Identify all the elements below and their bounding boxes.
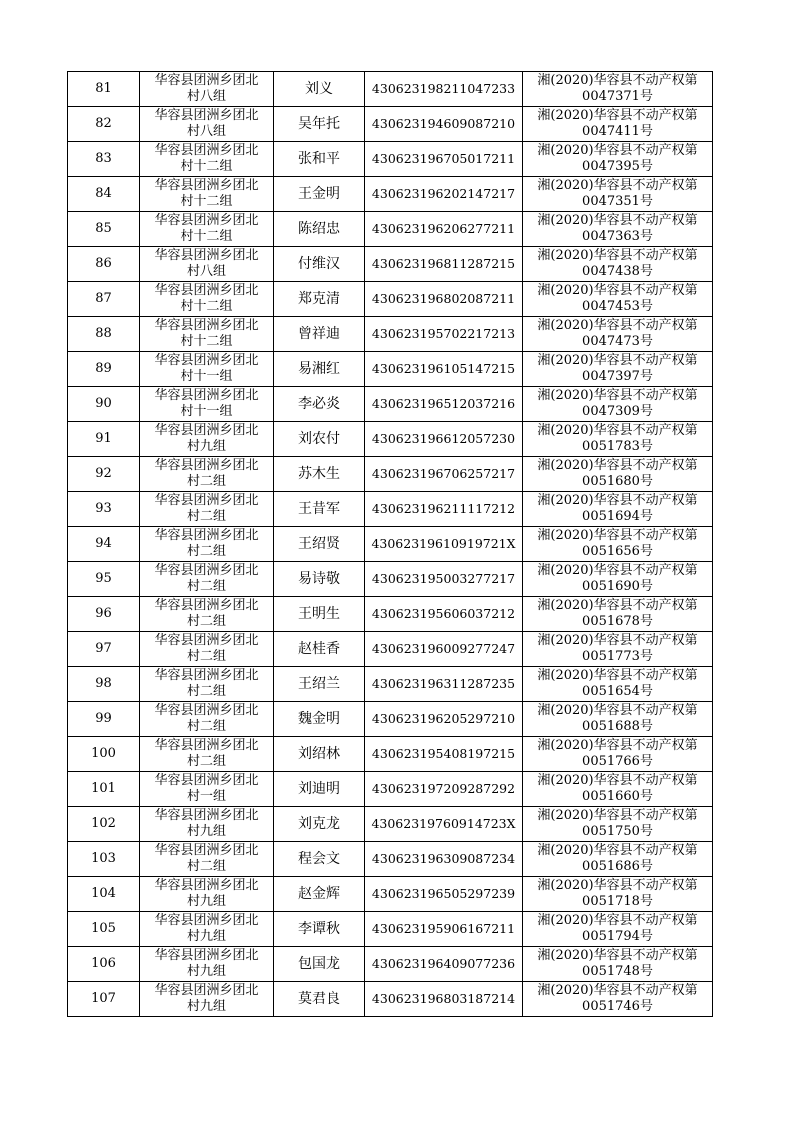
row-number-cell: 92 <box>68 457 140 492</box>
certificate-text: 湘(2020)华容县不动产权第 0051783号 <box>537 423 698 454</box>
owner-name-cell: 吴年托 <box>274 107 365 142</box>
address-cell <box>140 807 274 842</box>
id-number-cell: 430623195606037212 <box>365 597 523 632</box>
address-text: 华容县团洲乡团北 村九组 <box>154 948 259 979</box>
owner-name-cell: 莫君良 <box>274 982 365 1017</box>
table-row <box>68 72 713 107</box>
id-number-cell: 43062319760914723X <box>365 807 523 842</box>
id-number-cell: 430623196512037216 <box>365 387 523 422</box>
table-row <box>68 982 713 1017</box>
owner-name-cell: 李必炎 <box>274 387 365 422</box>
certificate-text: 湘(2020)华容县不动产权第 0051694号 <box>537 493 698 524</box>
certificate-cell <box>523 737 713 772</box>
row-number-cell: 106 <box>68 947 140 982</box>
certificate-text: 湘(2020)华容县不动产权第 0047411号 <box>537 108 698 139</box>
address-text: 华容县团洲乡团北 村二组 <box>154 528 259 559</box>
address-text: 华容县团洲乡团北 村八组 <box>154 73 259 104</box>
owner-name-cell: 王明生 <box>274 597 365 632</box>
certificate-text: 湘(2020)华容县不动产权第 0051773号 <box>537 633 698 664</box>
certificate-cell <box>523 247 713 282</box>
certificate-cell <box>523 177 713 212</box>
address-cell <box>140 142 274 177</box>
id-number-cell: 430623196803187214 <box>365 982 523 1017</box>
certificate-text: 湘(2020)华容县不动产权第 0051656号 <box>537 528 698 559</box>
certificate-text: 湘(2020)华容县不动产权第 0051678号 <box>537 598 698 629</box>
row-number-cell: 103 <box>68 842 140 877</box>
address-text: 华容县团洲乡团北 村九组 <box>154 423 259 454</box>
address-text: 华容县团洲乡团北 村二组 <box>154 563 259 594</box>
certificate-cell <box>523 982 713 1017</box>
certificate-text: 湘(2020)华容县不动产权第 0047397号 <box>537 353 698 384</box>
row-number-cell: 98 <box>68 667 140 702</box>
address-cell <box>140 877 274 912</box>
address-text: 华容县团洲乡团北 村八组 <box>154 108 259 139</box>
address-text: 华容县团洲乡团北 村二组 <box>154 738 259 769</box>
address-text: 华容县团洲乡团北 村九组 <box>154 808 259 839</box>
owner-name-cell: 赵桂香 <box>274 632 365 667</box>
id-number-cell: 430623196811287215 <box>365 247 523 282</box>
id-number-cell: 430623196206277211 <box>365 212 523 247</box>
row-number-cell: 85 <box>68 212 140 247</box>
owner-name-cell: 王昔军 <box>274 492 365 527</box>
table-row <box>68 912 713 947</box>
id-number-cell: 430623196706257217 <box>365 457 523 492</box>
id-number-cell: 430623195906167211 <box>365 912 523 947</box>
certificate-text: 湘(2020)华容县不动产权第 0051794号 <box>537 913 698 944</box>
certificate-text: 湘(2020)华容县不动产权第 0047473号 <box>537 318 698 349</box>
owner-name-cell: 包国龙 <box>274 947 365 982</box>
id-number-cell: 430623196009277247 <box>365 632 523 667</box>
owner-name-cell: 程会文 <box>274 842 365 877</box>
table-row <box>68 632 713 667</box>
address-cell <box>140 282 274 317</box>
table-row <box>68 667 713 702</box>
certificate-text: 湘(2020)华容县不动产权第 0051746号 <box>537 983 698 1014</box>
certificate-cell <box>523 562 713 597</box>
certificate-text: 湘(2020)华容县不动产权第 0051654号 <box>537 668 698 699</box>
property-rights-table <box>67 71 713 1017</box>
certificate-cell <box>523 807 713 842</box>
address-cell <box>140 772 274 807</box>
address-cell <box>140 527 274 562</box>
row-number-cell: 96 <box>68 597 140 632</box>
id-number-cell: 430623196105147215 <box>365 352 523 387</box>
id-number-cell: 430623195003277217 <box>365 562 523 597</box>
table-row <box>68 562 713 597</box>
certificate-text: 湘(2020)华容县不动产权第 0051718号 <box>537 878 698 909</box>
owner-name-cell: 王绍兰 <box>274 667 365 702</box>
id-number-cell: 430623196409077236 <box>365 947 523 982</box>
address-text: 华容县团洲乡团北 村二组 <box>154 493 259 524</box>
address-cell <box>140 632 274 667</box>
certificate-cell <box>523 912 713 947</box>
certificate-text: 湘(2020)华容县不动产权第 0047438号 <box>537 248 698 279</box>
owner-name-cell: 王金明 <box>274 177 365 212</box>
address-cell <box>140 562 274 597</box>
address-text: 华容县团洲乡团北 村二组 <box>154 458 259 489</box>
row-number-cell: 93 <box>68 492 140 527</box>
table-row <box>68 702 713 737</box>
row-number-cell: 94 <box>68 527 140 562</box>
table-row <box>68 527 713 562</box>
certificate-cell <box>523 632 713 667</box>
table-row <box>68 177 713 212</box>
address-cell <box>140 982 274 1017</box>
certificate-cell <box>523 387 713 422</box>
address-text: 华容县团洲乡团北 村二组 <box>154 598 259 629</box>
address-cell <box>140 457 274 492</box>
certificate-cell <box>523 317 713 352</box>
owner-name-cell: 刘义 <box>274 72 365 107</box>
certificate-text: 湘(2020)华容县不动产权第 0047309号 <box>537 388 698 419</box>
certificate-text: 湘(2020)华容县不动产权第 0047395号 <box>537 143 698 174</box>
id-number-cell: 430623196505297239 <box>365 877 523 912</box>
address-cell <box>140 212 274 247</box>
row-number-cell: 84 <box>68 177 140 212</box>
id-number-cell: 430623196309087234 <box>365 842 523 877</box>
row-number-cell: 97 <box>68 632 140 667</box>
owner-name-cell: 刘农付 <box>274 422 365 457</box>
certificate-text: 湘(2020)华容县不动产权第 0051690号 <box>537 563 698 594</box>
address-text: 华容县团洲乡团北 村一组 <box>154 773 259 804</box>
id-number-cell: 430623196205297210 <box>365 702 523 737</box>
address-cell <box>140 422 274 457</box>
certificate-cell <box>523 492 713 527</box>
table-row <box>68 247 713 282</box>
address-cell <box>140 842 274 877</box>
certificate-text: 湘(2020)华容县不动产权第 0047351号 <box>537 178 698 209</box>
certificate-text: 湘(2020)华容县不动产权第 0051750号 <box>537 808 698 839</box>
id-number-cell: 430623196202147217 <box>365 177 523 212</box>
table-row <box>68 807 713 842</box>
id-number-cell: 43062319610919721X <box>365 527 523 562</box>
table-row <box>68 947 713 982</box>
row-number-cell: 100 <box>68 737 140 772</box>
row-number-cell: 102 <box>68 807 140 842</box>
owner-name-cell: 易诗敬 <box>274 562 365 597</box>
table-row <box>68 772 713 807</box>
table-row <box>68 282 713 317</box>
address-cell <box>140 947 274 982</box>
row-number-cell: 86 <box>68 247 140 282</box>
certificate-cell <box>523 282 713 317</box>
certificate-cell <box>523 212 713 247</box>
certificate-cell <box>523 457 713 492</box>
certificate-cell <box>523 72 713 107</box>
certificate-cell <box>523 107 713 142</box>
certificate-cell <box>523 842 713 877</box>
certificate-cell <box>523 422 713 457</box>
row-number-cell: 87 <box>68 282 140 317</box>
owner-name-cell: 郑克清 <box>274 282 365 317</box>
certificate-text: 湘(2020)华容县不动产权第 0047363号 <box>537 213 698 244</box>
address-text: 华容县团洲乡团北 村二组 <box>154 843 259 874</box>
owner-name-cell: 付维汉 <box>274 247 365 282</box>
address-text: 华容县团洲乡团北 村二组 <box>154 668 259 699</box>
certificate-text: 湘(2020)华容县不动产权第 0051660号 <box>537 773 698 804</box>
owner-name-cell: 刘克龙 <box>274 807 365 842</box>
address-text: 华容县团洲乡团北 村九组 <box>154 983 259 1014</box>
id-number-cell: 430623195702217213 <box>365 317 523 352</box>
row-number-cell: 82 <box>68 107 140 142</box>
table-row <box>68 142 713 177</box>
certificate-cell <box>523 772 713 807</box>
row-number-cell: 81 <box>68 72 140 107</box>
certificate-text: 湘(2020)华容县不动产权第 0047371号 <box>537 73 698 104</box>
address-cell <box>140 737 274 772</box>
table-body <box>68 72 713 1017</box>
owner-name-cell: 李谭秋 <box>274 912 365 947</box>
owner-name-cell: 刘绍林 <box>274 737 365 772</box>
address-cell <box>140 597 274 632</box>
row-number-cell: 83 <box>68 142 140 177</box>
address-cell <box>140 667 274 702</box>
address-cell <box>140 107 274 142</box>
certificate-cell <box>523 142 713 177</box>
table-row <box>68 352 713 387</box>
address-text: 华容县团洲乡团北 村十二组 <box>154 213 259 244</box>
row-number-cell: 89 <box>68 352 140 387</box>
address-cell <box>140 72 274 107</box>
row-number-cell: 90 <box>68 387 140 422</box>
certificate-cell <box>523 702 713 737</box>
address-cell <box>140 387 274 422</box>
owner-name-cell: 陈绍忠 <box>274 212 365 247</box>
address-cell <box>140 912 274 947</box>
certificate-cell <box>523 667 713 702</box>
row-number-cell: 95 <box>68 562 140 597</box>
row-number-cell: 88 <box>68 317 140 352</box>
certificate-text: 湘(2020)华容县不动产权第 0047453号 <box>537 283 698 314</box>
owner-name-cell: 王绍贤 <box>274 527 365 562</box>
address-cell <box>140 492 274 527</box>
owner-name-cell: 苏木生 <box>274 457 365 492</box>
row-number-cell: 91 <box>68 422 140 457</box>
certificate-text: 湘(2020)华容县不动产权第 0051680号 <box>537 458 698 489</box>
owner-name-cell: 赵金辉 <box>274 877 365 912</box>
owner-name-cell: 刘迪明 <box>274 772 365 807</box>
table-row <box>68 737 713 772</box>
id-number-cell: 430623196311287235 <box>365 667 523 702</box>
address-text: 华容县团洲乡团北 村九组 <box>154 878 259 909</box>
address-cell <box>140 247 274 282</box>
owner-name-cell: 易湘红 <box>274 352 365 387</box>
address-text: 华容县团洲乡团北 村八组 <box>154 248 259 279</box>
address-text: 华容县团洲乡团北 村十二组 <box>154 318 259 349</box>
id-number-cell: 430623195408197215 <box>365 737 523 772</box>
row-number-cell: 99 <box>68 702 140 737</box>
table-row <box>68 597 713 632</box>
id-number-cell: 430623194609087210 <box>365 107 523 142</box>
owner-name-cell: 曾祥迪 <box>274 317 365 352</box>
table-row <box>68 492 713 527</box>
certificate-cell <box>523 877 713 912</box>
address-cell <box>140 352 274 387</box>
address-text: 华容县团洲乡团北 村十二组 <box>154 283 259 314</box>
id-number-cell: 430623197209287292 <box>365 772 523 807</box>
table-row <box>68 387 713 422</box>
certificate-text: 湘(2020)华容县不动产权第 0051686号 <box>537 843 698 874</box>
certificate-cell <box>523 527 713 562</box>
address-text: 华容县团洲乡团北 村九组 <box>154 913 259 944</box>
address-cell <box>140 317 274 352</box>
certificate-cell <box>523 597 713 632</box>
address-text: 华容县团洲乡团北 村二组 <box>154 703 259 734</box>
address-text: 华容县团洲乡团北 村十二组 <box>154 143 259 174</box>
certificate-cell <box>523 947 713 982</box>
row-number-cell: 104 <box>68 877 140 912</box>
table-row <box>68 842 713 877</box>
address-cell <box>140 702 274 737</box>
certificate-cell <box>523 352 713 387</box>
table-row <box>68 877 713 912</box>
table-row <box>68 317 713 352</box>
certificate-text: 湘(2020)华容县不动产权第 0051688号 <box>537 703 698 734</box>
address-text: 华容县团洲乡团北 村二组 <box>154 633 259 664</box>
table-row <box>68 212 713 247</box>
table-row <box>68 107 713 142</box>
id-number-cell: 430623196211117212 <box>365 492 523 527</box>
id-number-cell: 430623198211047233 <box>365 72 523 107</box>
owner-name-cell: 张和平 <box>274 142 365 177</box>
row-number-cell: 105 <box>68 912 140 947</box>
row-number-cell: 107 <box>68 982 140 1017</box>
id-number-cell: 430623196802087211 <box>365 282 523 317</box>
id-number-cell: 430623196705017211 <box>365 142 523 177</box>
address-text: 华容县团洲乡团北 村十一组 <box>154 353 259 384</box>
address-cell <box>140 177 274 212</box>
certificate-text: 湘(2020)华容县不动产权第 0051766号 <box>537 738 698 769</box>
table-row <box>68 457 713 492</box>
owner-name-cell: 魏金明 <box>274 702 365 737</box>
certificate-text: 湘(2020)华容县不动产权第 0051748号 <box>537 948 698 979</box>
address-text: 华容县团洲乡团北 村十一组 <box>154 388 259 419</box>
row-number-cell: 101 <box>68 772 140 807</box>
id-number-cell: 430623196612057230 <box>365 422 523 457</box>
table-row <box>68 422 713 457</box>
address-text: 华容县团洲乡团北 村十二组 <box>154 178 259 209</box>
